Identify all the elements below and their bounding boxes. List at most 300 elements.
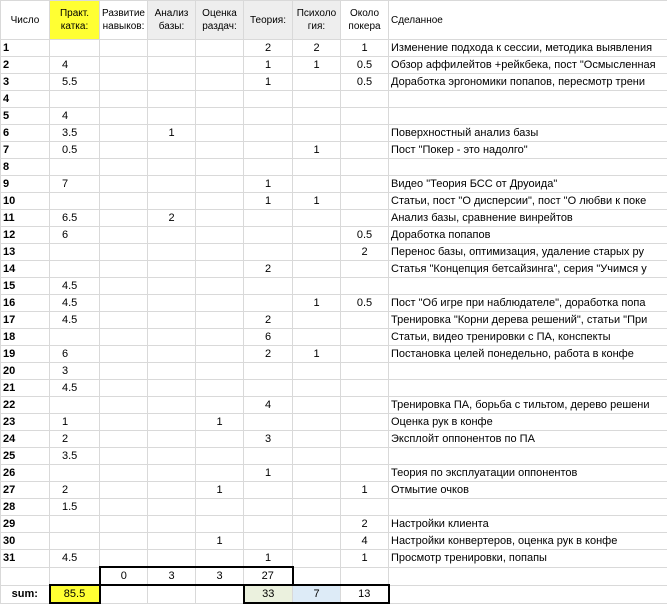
cell-desc[interactable]: Статьи, видео тренировки с ПА, конспекты <box>389 329 667 346</box>
cell-ocenka[interactable] <box>196 363 244 380</box>
cell-okolo[interactable] <box>341 108 389 125</box>
header-psycho[interactable]: Психоло гия: <box>293 1 341 40</box>
cell-razv[interactable] <box>100 176 148 193</box>
cell-psycho[interactable]: 1 <box>293 57 341 74</box>
cell-num[interactable]: 12 <box>1 227 50 244</box>
cell-okolo[interactable] <box>341 312 389 329</box>
cell-okolo[interactable] <box>341 448 389 465</box>
cell-psycho[interactable] <box>293 261 341 278</box>
cell-teoria[interactable]: 1 <box>244 550 293 568</box>
cell-analiz[interactable] <box>148 397 196 414</box>
cell-num[interactable]: 22 <box>1 397 50 414</box>
cell-prak[interactable]: 2 <box>50 482 100 499</box>
cell-ocenka[interactable] <box>196 448 244 465</box>
cell-ocenka[interactable] <box>196 499 244 516</box>
cell-prak[interactable] <box>50 397 100 414</box>
cell-okolo[interactable]: 0.5 <box>341 295 389 312</box>
cell-okolo[interactable] <box>341 278 389 295</box>
cell-teoria[interactable]: 2 <box>244 312 293 329</box>
cell-razv[interactable] <box>100 193 148 210</box>
cell-analiz[interactable] <box>148 295 196 312</box>
cell-psycho[interactable] <box>293 414 341 431</box>
cell-analiz[interactable] <box>148 312 196 329</box>
cell-desc[interactable]: Настройки клиента <box>389 516 667 533</box>
header-prak[interactable]: Практ. катка: <box>50 1 100 40</box>
cell-okolo[interactable] <box>341 414 389 431</box>
cell-okolo[interactable] <box>341 346 389 363</box>
cell-psycho[interactable] <box>293 210 341 227</box>
cell-analiz[interactable] <box>148 414 196 431</box>
sum-empty[interactable] <box>100 585 148 603</box>
cell-teoria[interactable] <box>244 278 293 295</box>
subtotal-empty[interactable] <box>293 567 341 585</box>
cell-prak[interactable] <box>50 159 100 176</box>
cell-psycho[interactable] <box>293 499 341 516</box>
cell-prak[interactable]: 4.5 <box>50 550 100 568</box>
cell-teoria[interactable]: 4 <box>244 397 293 414</box>
cell-num[interactable]: 6 <box>1 125 50 142</box>
cell-teoria[interactable] <box>244 125 293 142</box>
cell-ocenka[interactable] <box>196 40 244 57</box>
cell-psycho[interactable] <box>293 329 341 346</box>
subtotal-empty[interactable] <box>341 567 389 585</box>
cell-analiz[interactable] <box>148 159 196 176</box>
cell-ocenka[interactable]: 1 <box>196 533 244 550</box>
subtotal-razv[interactable]: 0 <box>100 567 148 585</box>
cell-desc[interactable]: Пост "Покер - это надолго" <box>389 142 667 159</box>
cell-num[interactable]: 3 <box>1 74 50 91</box>
cell-ocenka[interactable] <box>196 74 244 91</box>
cell-razv[interactable] <box>100 533 148 550</box>
cell-ocenka[interactable] <box>196 516 244 533</box>
cell-prak[interactable]: 1 <box>50 414 100 431</box>
cell-analiz[interactable] <box>148 431 196 448</box>
cell-okolo[interactable]: 0.5 <box>341 74 389 91</box>
cell-prak[interactable]: 3.5 <box>50 125 100 142</box>
cell-razv[interactable] <box>100 329 148 346</box>
cell-desc[interactable]: Перенос базы, оптимизация, удаление старых ру <box>389 244 667 261</box>
cell-psycho[interactable] <box>293 74 341 91</box>
cell-prak[interactable]: 4 <box>50 57 100 74</box>
cell-razv[interactable] <box>100 363 148 380</box>
header-okolo[interactable]: Около покера <box>341 1 389 40</box>
cell-desc[interactable]: Настройки конвертеров, оценка рук в конфе <box>389 533 667 550</box>
cell-num[interactable]: 9 <box>1 176 50 193</box>
cell-desc[interactable]: Просмотр тренировки, попапы <box>389 550 667 568</box>
cell-analiz[interactable] <box>148 142 196 159</box>
cell-teoria[interactable] <box>244 244 293 261</box>
cell-analiz[interactable] <box>148 278 196 295</box>
cell-okolo[interactable] <box>341 261 389 278</box>
cell-razv[interactable] <box>100 244 148 261</box>
cell-teoria[interactable] <box>244 210 293 227</box>
cell-psycho[interactable]: 1 <box>293 193 341 210</box>
cell-okolo[interactable] <box>341 91 389 108</box>
cell-psycho[interactable]: 1 <box>293 346 341 363</box>
sum-psycho[interactable]: 7 <box>293 585 341 603</box>
cell-razv[interactable] <box>100 397 148 414</box>
cell-okolo[interactable]: 2 <box>341 516 389 533</box>
cell-desc[interactable]: Статьи, пост "О дисперсии", пост "О любви к поке <box>389 193 667 210</box>
cell-num[interactable]: 21 <box>1 380 50 397</box>
cell-ocenka[interactable] <box>196 278 244 295</box>
cell-num[interactable]: 16 <box>1 295 50 312</box>
cell-razv[interactable] <box>100 448 148 465</box>
cell-prak[interactable] <box>50 261 100 278</box>
cell-razv[interactable] <box>100 125 148 142</box>
cell-desc[interactable]: Видео "Теория БСС от Друоида" <box>389 176 667 193</box>
cell-okolo[interactable] <box>341 159 389 176</box>
subtotal-empty[interactable] <box>50 567 100 585</box>
cell-ocenka[interactable] <box>196 193 244 210</box>
header-ocenka[interactable]: Оценка раздач: <box>196 1 244 40</box>
sum-empty[interactable] <box>196 585 244 603</box>
cell-razv[interactable] <box>100 482 148 499</box>
cell-ocenka[interactable] <box>196 346 244 363</box>
cell-analiz[interactable] <box>148 550 196 568</box>
cell-num[interactable]: 23 <box>1 414 50 431</box>
cell-psycho[interactable] <box>293 159 341 176</box>
cell-analiz[interactable] <box>148 329 196 346</box>
cell-okolo[interactable]: 0.5 <box>341 227 389 244</box>
cell-desc[interactable] <box>389 159 667 176</box>
cell-razv[interactable] <box>100 278 148 295</box>
cell-prak[interactable] <box>50 40 100 57</box>
cell-psycho[interactable] <box>293 448 341 465</box>
cell-ocenka[interactable] <box>196 550 244 568</box>
cell-teoria[interactable]: 2 <box>244 261 293 278</box>
cell-analiz[interactable] <box>148 193 196 210</box>
cell-ocenka[interactable] <box>196 431 244 448</box>
cell-prak[interactable]: 1.5 <box>50 499 100 516</box>
cell-psycho[interactable] <box>293 312 341 329</box>
subtotal-teoria[interactable]: 27 <box>244 567 293 585</box>
cell-num[interactable]: 2 <box>1 57 50 74</box>
cell-razv[interactable] <box>100 499 148 516</box>
cell-psycho[interactable]: 1 <box>293 295 341 312</box>
cell-teoria[interactable] <box>244 108 293 125</box>
cell-ocenka[interactable] <box>196 108 244 125</box>
cell-analiz[interactable]: 2 <box>148 210 196 227</box>
cell-teoria[interactable] <box>244 499 293 516</box>
cell-psycho[interactable] <box>293 465 341 482</box>
cell-prak[interactable]: 3.5 <box>50 448 100 465</box>
cell-desc[interactable]: Теория по эксплуатации оппонентов <box>389 465 667 482</box>
cell-razv[interactable] <box>100 57 148 74</box>
header-teoria[interactable]: Теория: <box>244 1 293 40</box>
cell-psycho[interactable] <box>293 516 341 533</box>
cell-ocenka[interactable]: 1 <box>196 414 244 431</box>
cell-ocenka[interactable] <box>196 57 244 74</box>
cell-razv[interactable] <box>100 108 148 125</box>
cell-analiz[interactable] <box>148 57 196 74</box>
cell-desc[interactable]: Эксплойт оппонентов по ПА <box>389 431 667 448</box>
cell-prak[interactable]: 6 <box>50 346 100 363</box>
cell-ocenka[interactable]: 1 <box>196 482 244 499</box>
cell-razv[interactable] <box>100 414 148 431</box>
cell-num[interactable]: 15 <box>1 278 50 295</box>
cell-ocenka[interactable] <box>196 125 244 142</box>
cell-razv[interactable] <box>100 91 148 108</box>
cell-psycho[interactable] <box>293 108 341 125</box>
cell-ocenka[interactable] <box>196 227 244 244</box>
cell-teoria[interactable]: 1 <box>244 193 293 210</box>
cell-razv[interactable] <box>100 465 148 482</box>
cell-psycho[interactable]: 1 <box>293 142 341 159</box>
cell-okolo[interactable] <box>341 465 389 482</box>
cell-prak[interactable]: 3 <box>50 363 100 380</box>
cell-okolo[interactable] <box>341 329 389 346</box>
cell-desc[interactable]: Отмытие очков <box>389 482 667 499</box>
cell-okolo[interactable] <box>341 380 389 397</box>
cell-num[interactable]: 30 <box>1 533 50 550</box>
cell-psycho[interactable] <box>293 550 341 568</box>
cell-prak[interactable]: 6 <box>50 227 100 244</box>
cell-desc[interactable] <box>389 278 667 295</box>
cell-teoria[interactable] <box>244 448 293 465</box>
cell-desc[interactable]: Доработка эргономики попапов, пересмотр трени <box>389 74 667 91</box>
cell-okolo[interactable] <box>341 397 389 414</box>
cell-num[interactable]: 7 <box>1 142 50 159</box>
cell-okolo[interactable]: 1 <box>341 550 389 568</box>
cell-num[interactable]: 17 <box>1 312 50 329</box>
cell-desc[interactable]: Статья "Концепция бетсайзинга", серия "Учимся у <box>389 261 667 278</box>
cell-prak[interactable]: 4.5 <box>50 380 100 397</box>
cell-analiz[interactable]: 1 <box>148 125 196 142</box>
sum-teoria[interactable]: 33 <box>244 585 293 603</box>
cell-psycho[interactable] <box>293 227 341 244</box>
header-analiz[interactable]: Анализ базы: <box>148 1 196 40</box>
cell-desc[interactable]: Изменение подхода к сессии, методика выявления <box>389 40 667 57</box>
subtotal-empty[interactable] <box>1 567 50 585</box>
cell-desc[interactable]: Анализ базы, сравнение винрейтов <box>389 210 667 227</box>
sum-label[interactable]: sum: <box>1 585 50 603</box>
cell-teoria[interactable] <box>244 482 293 499</box>
cell-razv[interactable] <box>100 261 148 278</box>
cell-psycho[interactable] <box>293 125 341 142</box>
cell-prak[interactable] <box>50 193 100 210</box>
cell-analiz[interactable] <box>148 499 196 516</box>
cell-psycho[interactable] <box>293 278 341 295</box>
cell-desc[interactable] <box>389 448 667 465</box>
cell-num[interactable]: 8 <box>1 159 50 176</box>
cell-num[interactable]: 4 <box>1 91 50 108</box>
cell-desc[interactable] <box>389 363 667 380</box>
header-desc[interactable]: Сделанное <box>389 1 667 40</box>
cell-num[interactable]: 29 <box>1 516 50 533</box>
cell-num[interactable]: 14 <box>1 261 50 278</box>
cell-prak[interactable] <box>50 465 100 482</box>
cell-prak[interactable]: 4 <box>50 108 100 125</box>
cell-analiz[interactable] <box>148 465 196 482</box>
cell-analiz[interactable] <box>148 91 196 108</box>
cell-prak[interactable]: 4.5 <box>50 312 100 329</box>
cell-desc[interactable]: Постановка целей понедельно, работа в конфе <box>389 346 667 363</box>
cell-psycho[interactable] <box>293 397 341 414</box>
cell-ocenka[interactable] <box>196 295 244 312</box>
cell-num[interactable]: 18 <box>1 329 50 346</box>
cell-prak[interactable]: 7 <box>50 176 100 193</box>
cell-razv[interactable] <box>100 74 148 91</box>
cell-ocenka[interactable] <box>196 210 244 227</box>
cell-psycho[interactable] <box>293 431 341 448</box>
cell-ocenka[interactable] <box>196 380 244 397</box>
cell-analiz[interactable] <box>148 244 196 261</box>
cell-num[interactable]: 11 <box>1 210 50 227</box>
cell-analiz[interactable] <box>148 516 196 533</box>
header-num[interactable]: Число <box>1 1 50 40</box>
subtotal-ocenka[interactable]: 3 <box>196 567 244 585</box>
cell-okolo[interactable]: 0.5 <box>341 57 389 74</box>
cell-analiz[interactable] <box>148 363 196 380</box>
cell-psycho[interactable] <box>293 363 341 380</box>
cell-desc[interactable]: Оценка рук в конфе <box>389 414 667 431</box>
cell-psycho[interactable] <box>293 176 341 193</box>
cell-razv[interactable] <box>100 159 148 176</box>
cell-analiz[interactable] <box>148 482 196 499</box>
cell-ocenka[interactable] <box>196 91 244 108</box>
cell-teoria[interactable] <box>244 414 293 431</box>
cell-razv[interactable] <box>100 40 148 57</box>
cell-analiz[interactable] <box>148 380 196 397</box>
cell-teoria[interactable] <box>244 91 293 108</box>
cell-ocenka[interactable] <box>196 142 244 159</box>
cell-okolo[interactable] <box>341 193 389 210</box>
cell-psycho[interactable] <box>293 482 341 499</box>
cell-okolo[interactable] <box>341 431 389 448</box>
cell-psycho[interactable] <box>293 244 341 261</box>
cell-num[interactable]: 19 <box>1 346 50 363</box>
cell-razv[interactable] <box>100 210 148 227</box>
cell-razv[interactable] <box>100 227 148 244</box>
cell-okolo[interactable] <box>341 176 389 193</box>
cell-desc[interactable] <box>389 380 667 397</box>
cell-teoria[interactable]: 1 <box>244 57 293 74</box>
cell-teoria[interactable] <box>244 363 293 380</box>
cell-desc[interactable]: Обзор аффилейтов +рейкбека, пост "Осмысленная <box>389 57 667 74</box>
cell-ocenka[interactable] <box>196 159 244 176</box>
cell-teoria[interactable]: 2 <box>244 346 293 363</box>
cell-razv[interactable] <box>100 346 148 363</box>
cell-razv[interactable] <box>100 550 148 568</box>
cell-prak[interactable]: 4.5 <box>50 295 100 312</box>
cell-ocenka[interactable] <box>196 312 244 329</box>
cell-psycho[interactable] <box>293 380 341 397</box>
cell-desc[interactable] <box>389 108 667 125</box>
cell-psycho[interactable] <box>293 533 341 550</box>
cell-prak[interactable]: 5.5 <box>50 74 100 91</box>
cell-psycho[interactable] <box>293 91 341 108</box>
cell-teoria[interactable] <box>244 533 293 550</box>
cell-desc[interactable] <box>389 499 667 516</box>
cell-num[interactable]: 24 <box>1 431 50 448</box>
sum-empty[interactable] <box>148 585 196 603</box>
cell-razv[interactable] <box>100 516 148 533</box>
cell-razv[interactable] <box>100 295 148 312</box>
cell-analiz[interactable] <box>148 533 196 550</box>
cell-analiz[interactable] <box>148 227 196 244</box>
cell-prak[interactable]: 0.5 <box>50 142 100 159</box>
cell-num[interactable]: 13 <box>1 244 50 261</box>
cell-okolo[interactable]: 4 <box>341 533 389 550</box>
cell-num[interactable]: 31 <box>1 550 50 568</box>
cell-num[interactable]: 1 <box>1 40 50 57</box>
cell-teoria[interactable]: 1 <box>244 176 293 193</box>
cell-okolo[interactable] <box>341 363 389 380</box>
cell-teoria[interactable]: 1 <box>244 465 293 482</box>
cell-okolo[interactable] <box>341 142 389 159</box>
cell-razv[interactable] <box>100 380 148 397</box>
cell-teoria[interactable] <box>244 295 293 312</box>
cell-num[interactable]: 28 <box>1 499 50 516</box>
sum-prak[interactable]: 85.5 <box>50 585 100 603</box>
cell-razv[interactable] <box>100 312 148 329</box>
cell-ocenka[interactable] <box>196 329 244 346</box>
cell-analiz[interactable] <box>148 448 196 465</box>
cell-num[interactable]: 25 <box>1 448 50 465</box>
cell-num[interactable]: 5 <box>1 108 50 125</box>
cell-okolo[interactable]: 2 <box>341 244 389 261</box>
cell-prak[interactable] <box>50 533 100 550</box>
cell-desc[interactable]: Тренировка "Корни дерева решений", статьи "При <box>389 312 667 329</box>
cell-okolo[interactable] <box>341 125 389 142</box>
cell-teoria[interactable]: 3 <box>244 431 293 448</box>
cell-prak[interactable] <box>50 516 100 533</box>
subtotal-analiz[interactable]: 3 <box>148 567 196 585</box>
cell-num[interactable]: 10 <box>1 193 50 210</box>
cell-num[interactable]: 20 <box>1 363 50 380</box>
cell-desc[interactable]: Доработка попапов <box>389 227 667 244</box>
cell-analiz[interactable] <box>148 108 196 125</box>
cell-desc[interactable]: Поверхностный анализ базы <box>389 125 667 142</box>
cell-psycho[interactable]: 2 <box>293 40 341 57</box>
cell-okolo[interactable]: 1 <box>341 40 389 57</box>
cell-prak[interactable]: 2 <box>50 431 100 448</box>
cell-teoria[interactable] <box>244 227 293 244</box>
header-razv[interactable]: Развитие навыков: <box>100 1 148 40</box>
cell-okolo[interactable] <box>341 210 389 227</box>
cell-teoria[interactable]: 2 <box>244 40 293 57</box>
cell-analiz[interactable] <box>148 74 196 91</box>
cell-prak[interactable]: 6.5 <box>50 210 100 227</box>
cell-prak[interactable] <box>50 244 100 261</box>
cell-analiz[interactable] <box>148 176 196 193</box>
cell-num[interactable]: 27 <box>1 482 50 499</box>
cell-teoria[interactable] <box>244 142 293 159</box>
cell-prak[interactable]: 4.5 <box>50 278 100 295</box>
cell-prak[interactable] <box>50 329 100 346</box>
cell-desc[interactable]: Тренировка ПА, борьба с тильтом, дерево решени <box>389 397 667 414</box>
cell-analiz[interactable] <box>148 346 196 363</box>
cell-analiz[interactable] <box>148 40 196 57</box>
cell-desc[interactable] <box>389 91 667 108</box>
cell-num[interactable]: 26 <box>1 465 50 482</box>
cell-analiz[interactable] <box>148 261 196 278</box>
cell-ocenka[interactable] <box>196 465 244 482</box>
cell-teoria[interactable] <box>244 380 293 397</box>
cell-okolo[interactable]: 1 <box>341 482 389 499</box>
cell-razv[interactable] <box>100 431 148 448</box>
sum-okolo[interactable]: 13 <box>341 585 389 603</box>
cell-ocenka[interactable] <box>196 176 244 193</box>
cell-teoria[interactable]: 1 <box>244 74 293 91</box>
cell-teoria[interactable] <box>244 516 293 533</box>
cell-teoria[interactable] <box>244 159 293 176</box>
cell-prak[interactable] <box>50 91 100 108</box>
cell-ocenka[interactable] <box>196 261 244 278</box>
subtotal-empty[interactable] <box>389 567 667 585</box>
cell-desc[interactable]: Пост "Об игре при наблюдателе", доработка попа <box>389 295 667 312</box>
